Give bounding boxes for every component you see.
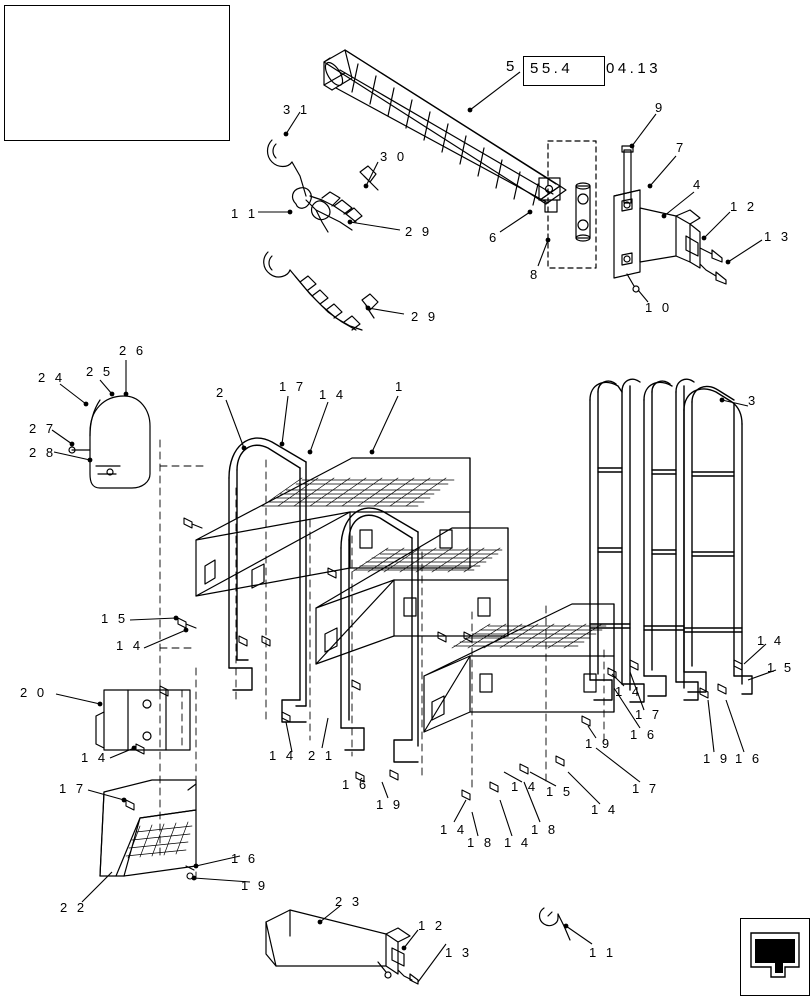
callout-14-top: 1 4: [319, 387, 347, 402]
callout-29-lower: 2 9: [411, 309, 439, 324]
part-code-suffix: 04.13: [606, 60, 662, 77]
callout-14-mid: 1 4: [269, 748, 297, 763]
callout-10: 1 0: [645, 300, 673, 315]
callout-16-c: 1 6: [630, 727, 658, 742]
callout-17-top: 1 7: [279, 379, 307, 394]
callout-7: 7: [676, 140, 687, 155]
callout-11-top: 1 1: [231, 206, 259, 221]
callout-21: 2 1: [308, 748, 336, 763]
callout-8: 8: [530, 267, 541, 282]
callout-24: 2 4: [38, 370, 66, 385]
callout-14-c2: 1 4: [591, 802, 619, 817]
callout-2: 2: [216, 385, 227, 400]
callout-14-lowerleft: 1 4: [81, 750, 109, 765]
callout-25: 2 5: [86, 364, 114, 379]
title-block-box: [4, 5, 230, 141]
callout-11-bottom: 1 1: [589, 945, 617, 960]
callout-27: 2 7: [29, 421, 57, 436]
callout-17-d: 1 7: [635, 707, 663, 722]
callout-13-bottom: 1 3: [445, 945, 473, 960]
projection-symbol-box: [740, 918, 810, 996]
callout-13-top: 1 3: [764, 229, 792, 244]
callout-22: 2 2: [60, 900, 88, 915]
callout-19-c: 1 9: [585, 736, 613, 751]
callout-15-left: 1 5: [101, 611, 129, 626]
callout-15-right: 1 5: [767, 660, 795, 675]
callout-23: 2 3: [335, 894, 363, 909]
callout-18-b2: 1 8: [531, 822, 559, 837]
callout-12-top: 1 2: [730, 199, 758, 214]
callout-14-b2: 1 4: [504, 835, 532, 850]
callout-19-bottom: 1 9: [241, 878, 269, 893]
callout-28: 2 8: [29, 445, 57, 460]
callout-14-d: 1 4: [615, 684, 643, 699]
callout-3: 3: [748, 393, 759, 408]
callout-1: 1: [395, 379, 406, 394]
callout-16-right: 1 6: [735, 751, 763, 766]
callout-6: 6: [489, 230, 500, 245]
callout-9: 9: [655, 100, 666, 115]
callout-14-right: 1 4: [757, 633, 785, 648]
part-code-boxed: 55.4: [530, 60, 574, 77]
callout-29-upper: 2 9: [405, 224, 433, 239]
callout-19-right: 1 9: [703, 751, 731, 766]
callout-19-mid: 1 9: [376, 797, 404, 812]
callout-20: 2 0: [20, 685, 48, 700]
callout-15-c1: 1 5: [546, 784, 574, 799]
callout-14-b1: 1 4: [440, 822, 468, 837]
part-code-prefix: 5: [506, 58, 518, 75]
callout-14-c1: 1 4: [511, 779, 539, 794]
callout-16-bottom: 1 6: [231, 851, 259, 866]
callout-17-lowerleft: 1 7: [59, 781, 87, 796]
callout-30: 3 0: [380, 149, 408, 164]
callout-14-left: 1 4: [116, 638, 144, 653]
callout-26: 2 6: [119, 343, 147, 358]
callout-4: 4: [693, 177, 704, 192]
callout-17-c2: 1 7: [632, 781, 660, 796]
arrow-symbol-icon: [741, 919, 809, 995]
callout-12-bottom: 1 2: [418, 918, 446, 933]
callout-16-mid: 1 6: [342, 777, 370, 792]
callout-18-b1: 1 8: [467, 835, 495, 850]
callout-31: 3 1: [283, 102, 311, 117]
